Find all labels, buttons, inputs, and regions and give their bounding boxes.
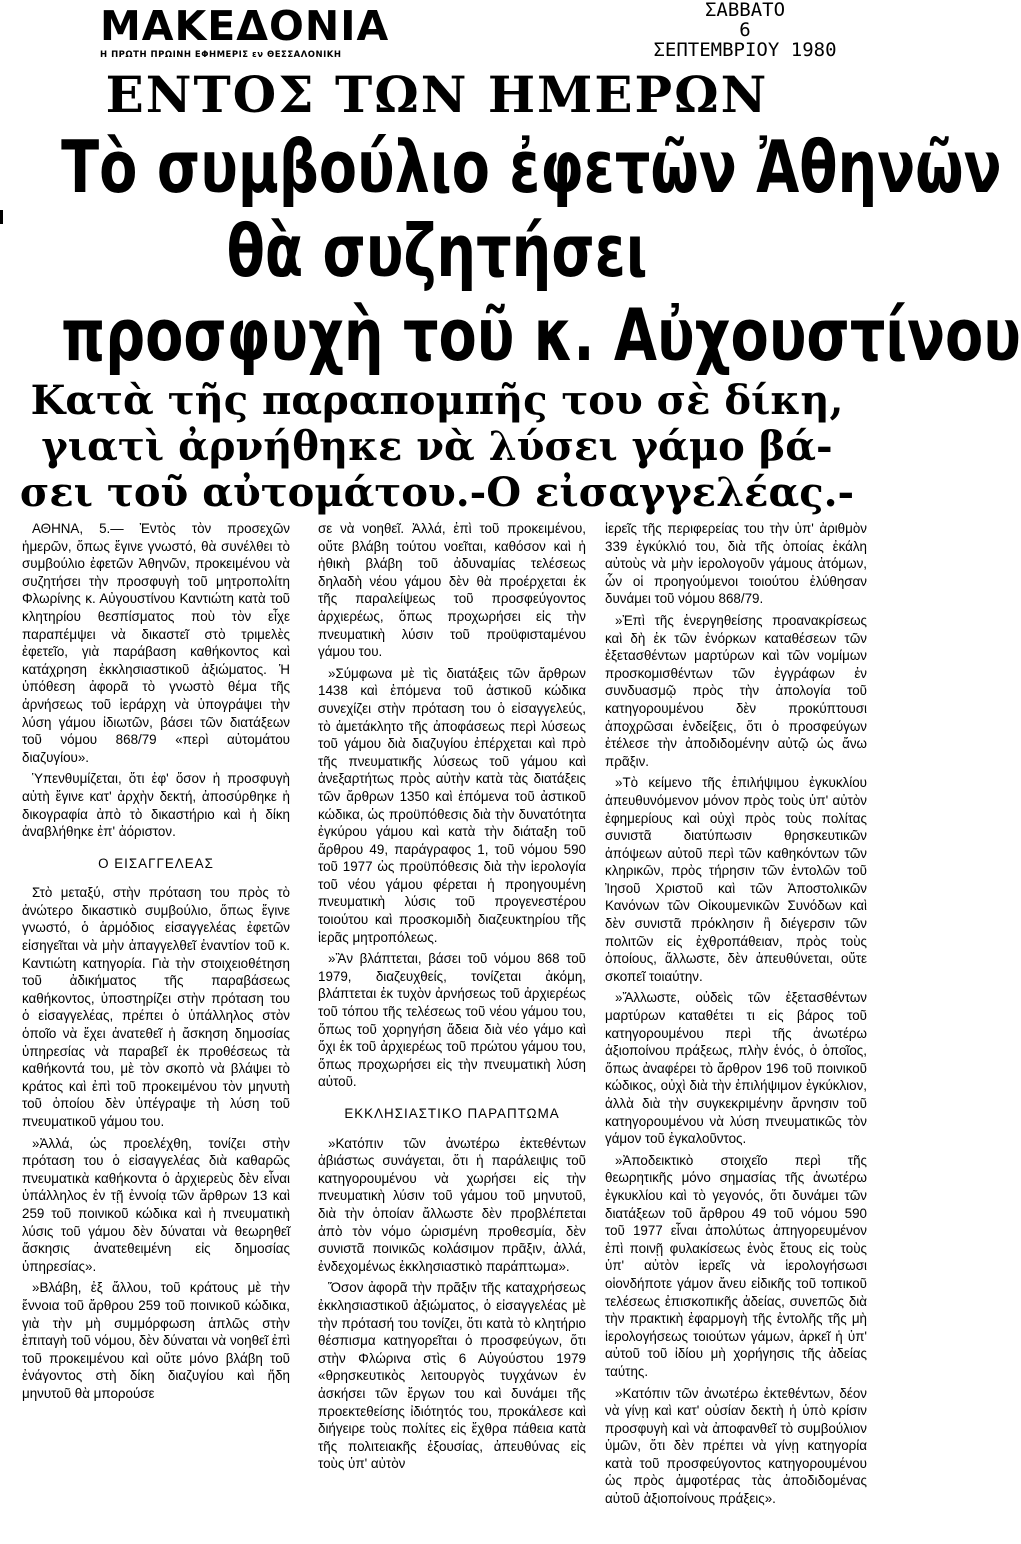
- paragraph: σε νὰ νοηθεῖ. Ἀλλά, ἐπὶ τοῦ προκειμένου, οὔτε βλάβη τούτου νοεῖται, καθόσον καὶ ἡ ἠθικὴ βλάβη τοῦ ἀδυναμίας τελέσεως δηλαδὴ νέου γάμου δὲν θὰ προέρχεται ἐκ τῆς παραλείψεως τοῦ προσφεύγοντος ἀρχιερέως, ὅπως προχωρήσει εἰς τὴν πνευματικὴ λύσιν τοῦ προϋφισταμένου γάμου του.: [318, 521, 586, 660]
- headline: [0, 125, 1021, 377]
- paragraph: »Ἀλλά, ὡς προελέχθη, τονίζει στὴν πρόταση του ὁ εἰσαγγελέας διὰ καθαρῶς πνευματικὰ καθήκοντα ὁ ἀρχιερεὺς δὲν εἶναι ὑπάλληλος ἐν τῇ ἐννοίᾳ τῶν ἄρθρων 13 καὶ 259 τοῦ ποινικοῦ κώδικα καὶ ἡ πνευματικὴ λύσις τοῦ γάμου δὲν δύναται νὰ θεωρηθεῖ ἄσκησις ἀνατεθειμένη εἰς δημοσίας ὑπηρεσίας».: [22, 1135, 290, 1274]
- subhead-line-1: Κατὰ τῆς παραπομπῆς του σὲ δίκη,: [30, 377, 844, 424]
- paragraph: ΑΘΗΝΑ, 5.— Ἐντὸς τὸν προσεχῶν ἡμερῶν, ὅπως ἔγινε γνωστό, θὰ συνέλθει τὸ συμβούλιο ἐφετῶν Ἀθηνῶν, προκειμένου νὰ συζητήσει τὴν προσφυγὴ τοῦ μητροπολίτη Φλωρίνης κ. Αὐγουστίνου Καντιώτη κατὰ τοῦ κλητηρίου θεσπίσματος ποὺ τὸν εἶχε παραπέμψει νὰ δικαστεῖ στὸ τριμελὲς ἐφετεῖο, γιὰ παράβαση καθήκοντος καὶ κατάχρηση ἐκκλησιαστικοῦ ἀξιώματος. Ἡ ὑπόθεση ἀφορᾶ τὸ γνωστὸ θέμα τῆς ἀρνήσεως τοῦ ἱεράρχη νὰ ὑπογράψει τὴν λύση γάμου ἰδιωτῶν, βάσει τῶν διατάξεων τοῦ νόμου 868/79 «περὶ αὐτομάτου διαζυγίου».: [22, 521, 290, 765]
- paragraph: »Ἀποδεικτικὸ στοιχεῖο περὶ τῆς θεωρητικῆς μόνο σημασίας τῆς ἀνωτέρω ἐγκυκλίου καὶ τὸ γεγονός, ὅτι δυνάμει τῶν διατάξεων τοῦ ἄρθρου 49 τοῦ νόμου 590 τοῦ 1977 εἶναι ἀπολύτως ἀπηγορευμένον ἐπὶ ποινῇ φυλακίσεως ἑνὸς ἔτους εἰς τοὺς ὑπ' αὐτὸν ἱερεῖς νὰ ἱερολογήσωσι οἱονδήποτε γάμον ἄνευ εἰδικῆς τοῦ τοπικοῦ τελέσεως ἐπισκοπικῆς ἀδείας, συνεπῶς διὰ τὴν πρακτικὴ ἐφαρμογὴ τῆς ἐντολῆς τῆς μὴ ἱερολογήσεως τοιούτων γάμων, ἀρκεῖ ἡ ὑπ' αὐτοῦ τοῦ ἰδίου μὴ χορήγησις τῆς ἀδείας ταύτης.: [605, 1152, 867, 1379]
- article-column-2: [318, 520, 586, 1477]
- date-day: ΣΑΒΒΑΤΟ: [704, 0, 786, 21]
- paragraph: »Κατόπιν τῶν ἀνωτέρω ἐκτεθέντων ἀβιάστως συνάγεται, ὅτι ἡ παράλειψις τοῦ κατηγορουμένου νὰ χωρήσει εἰς τὴν πνευματικὴ λύσιν τοῦ γάμου τοῦ μηνυτοῦ, διὰ τὴν ὁποίαν ἄλλωστε δὲν προβλέπεται ἀπὸ τὸν νόμο ὡρισμένη προθεσμία, δὲν συνιστᾶ ποινικῶς κολάσιμον πρᾶξιν, ἀλλά, ἐνδεχομένως ἐκκλησιαστικὸ παράπτωμα».: [318, 1135, 586, 1274]
- masthead: [100, 4, 400, 66]
- subheadline: [0, 378, 874, 516]
- paragraph: ἱερεῖς τῆς περιφερείας του τὴν ὑπ' ἀριθμὸν 339 ἐγκύκλιό του, διὰ τῆς ὁποίας ἐκάλη αὐτοὺς νὰ μὴν ἱερολογοῦν γάμους ἀτόμων, ὧν οἱ προηγούμενοι τοιούτου ἐλύθησαν δυνάμει τοῦ νόμου 868/79.: [605, 521, 867, 607]
- subhead-line-3: σει τοῦ αὐτομάτου.-Ο εἰσαγγελέας.-: [19, 469, 855, 516]
- date-number: 6: [739, 19, 751, 41]
- paragraph: Ὅσον ἀφορᾶ τὴν πρᾶξιν τῆς καταχρήσεως ἐκκλησιαστικοῦ ἀξιώματος, ὁ εἰσαγγελέας μὲ τὴν πρότασή του τονίζει, ὅτι κατὰ τὸ κλητήριο θέσπισμα κατηγορεῖται ὁ προσφεύγων, ὅτι στὴν Φλώρινα στὶς 6 Αὐγούστου 1979 «θρησκευτικὸς λειτουργὸς τυγχάνων ἐν ἀσκήσει τῶν ἔργων του καὶ δυνάμει τῆς προεκτεθείσης ἰδιότητός του, προκάλεσε καὶ διήγειρε τοὺς πολίτες εἰς ἔχθρα πάθεια κατὰ τῆς πολιτειακῆς ἐξουσίας, ἀπευθύνας εἰς τοὺς ὑπ' αὐτὸν: [318, 1280, 586, 1472]
- paragraph: »Ἄλλωστε, οὐδεὶς τῶν ἐξετασθέντων μαρτύρων καταθέτει τι εἰς βάρος τοῦ κατηγορουμένου περὶ τῆς ἀνωτέρω ἀξιοποίνου πράξεως, πλὴν ἑνός, ὁ ὁποῖος, ὅπως ἀναφέρει τὸ ἄρθρον 196 τοῦ ποινικοῦ κώδικος, οὐχὶ διὰ τὴν ἐπιλήψιμον ἐγκύκλιον, ἀλλὰ διὰ τὴν συγκεκριμένην ἄρνησιν τοῦ κατηγορουμένου νὰ λύση πνευματικῶς τὸν γάμον τοῦ ἐγκαλοῦντος.: [605, 990, 867, 1147]
- article-column-1: [22, 520, 290, 1407]
- kicker-title: ΕΝΤΟΣ ΤΩΝ ΗΜΕΡΩΝ: [105, 65, 769, 124]
- paragraph: Στὸ μεταξύ, στὴν πρόταση του πρὸς τὸ ἀνώτερο δικαστικὸ συμβούλιο, ὅπως ἔγινε γνωστό, ὁ ἁρμόδιος εἰσαγγελέας ἐφετῶν εἰσηγεῖται νὰ μὴν ἀπαγγελθεῖ ἐναντίον τοῦ κ. Καντιώτη κατηγορία. Γιὰ τὴν στοιχειοθέτηση τοῦ ἀδικήματος τῆς παραβάσεως καθήκοντος, ὑποστηρίζει στὴν πρόταση του ὁ εἰσαγγελέας, πρέπει ὁ ὑπάλληλος στὸν ὁποῖο νὰ ἔχει ἀνατεθεῖ ἡ ἄσκηση δημοσίας ὑπηρεσίας νὰ παραβεῖ ἐκ προθέσεως τὰ καθήκοντά του, μὲ τὸν σκοπὸ νὰ βλάψει τὸ κράτος καὶ ἐπὶ τοῦ προκειμένου τὸν μηνυτὴ τοῦ ὁποίου δὲν ὑπέγραψε τὴ λύση τοῦ πνευματικοῦ γάμου του.: [22, 885, 290, 1129]
- issue-date: [620, 0, 870, 60]
- headline-line-2: θὰ συζητήσει: [226, 209, 648, 293]
- section-heading: Ο ΕΙΣΑΓΓΕΛΕΑΣ: [98, 855, 214, 871]
- newspaper-logo: ΜΑΚΕΔΟΝΙΑ: [100, 2, 390, 50]
- paragraph: »Βλάβη, ἐξ ἄλλου, τοῦ κράτους μὲ τὴν ἔννοια τοῦ ἄρθρου 259 τοῦ ποινικοῦ κώδικα, γιὰ τὴν μὴ συμμόρφωση ἁπλῶς στὴν ἐπιταγὴ τοῦ νόμου, δὲν δύναται νὰ νοηθεῖ ἐπὶ τοῦ προκειμένου καὶ οὔτε μόνο βλάβη τοῦ ἐνάγοντος στὴ δίκη διαζυγίου καὶ ἤδη μηνυτοῦ θὰ μπορούσε: [22, 1280, 290, 1401]
- date-month-year: ΣΕΠΤΕΜΒΡΙΟΥ 1980: [653, 39, 837, 61]
- section-heading: ΕΚΚΛΗΣΙΑΣΤΙΚΟ ΠΑΡΑΠΤΩΜΑ: [344, 1106, 560, 1121]
- newspaper-tagline: Η ΠΡΩΤΗ ΠΡΩΙΝΗ ΕΦΗΜΕΡΙΣ εν ΘΕΣΣΑΛΟΝΙΚΗ: [100, 50, 342, 60]
- paragraph: »Κατόπιν τῶν ἀνωτέρω ἐκτεθέντων, δέον νὰ γίνῃ καὶ κατ' οὐσίαν δεκτὴ ἡ ὑπὸ κρίσιν προσφυγὴ καὶ νὰ ἀποφανθεῖ τὸ συμβούλιον ὑμῶν, ὅτι δὲν πρέπει νὰ γίνῃ κατηγορία κατὰ τοῦ προσφεύγοντος κατηγορουμένου ὡς πρὸς ἀμφοτέρας τὰς ἀποδιδομένας αὐτοῦ ἀξιοποίνους πράξεις».: [605, 1385, 867, 1507]
- paragraph: »Σύμφωνα μὲ τὶς διατάξεις τῶν ἄρθρων 1438 καὶ ἑπόμενα τοῦ ἀστικοῦ κώδικα συνεχίζει στὴν πρόταση του ὁ εἰσαγγελεύς, τὸ ἀμετάκλητο τῆς ἀποφάσεως περὶ λύσεως τοῦ γάμου διὰ διαζυγίου ἐπέρχεται καὶ πρὸ τῆς πνευματικῆς λύσεως τοῦ γάμου καὶ ἀνεξαρτήτως πρὸς αὐτὴν κατὰ τὰς διατάξεις τῶν ἄρθρων 1350 καὶ ἑπόμενα τοῦ ἀστικοῦ κώδικα, ὡς προϋπόθεσις διὰ τὴν δυνατότητα ἐγκύρου γάμου καὶ κατὰ τὴν διάταξη τοῦ ἄρθρου 49, παράγραφος 1, τοῦ νόμου 590 τοῦ 1977 ὡς προϋπόθεσις διὰ τὴν ἱερολογία τοῦ νέου γάμου φέρεται ἡ προηγουμένη πνευματικὴ λύσις τοῦ προγενεστέρου τοιούτου καὶ προσκομιδὴ διαζευκτηρίου τῆς ἱερᾶς μητροπόλεως.: [318, 665, 586, 945]
- headline-line-1: Τὸ συμβούλιο ἐφετῶν Ἀθηνῶν: [61, 125, 1002, 209]
- subhead-line-2: γιατὶ ἀρνήθηκε νὰ λύσει γάμο βά-: [41, 423, 833, 470]
- paragraph: Ὑπενθυμίζεται, ὅτι ἐφ' ὅσον ἡ προσφυγὴ αὐτὴ ἔγινε κατ' ἀρχὴν δεκτή, ἀποσύρθηκε ἡ δικογραφία ἀπὸ τὸ δικαστήριο καὶ ἡ δίκη ἀναβλήθηκε ἐπ' ἀόριστον.: [22, 771, 290, 840]
- article-column-3: [605, 520, 867, 1512]
- paragraph: »Ἐπὶ τῆς ἐνεργηθείσης προανακρίσεως καὶ δὴ ἐκ τῶν ἐνόρκων καταθέσεων τῶν ἐξετασθέντων μαρτύρων καὶ τῶν νομίμων προσκομισθέντων τῶν ἐγγράφων ἐν συνδυασμῷ πρὸς τὴν ἀπολογία τοῦ κατηγορουμένου δὲν προκύπτουσι ἀποχρῶσαι ἐνδείξεις, ὅτι ὁ προσφεύγων ἐτέλεσε τὴν ἀποδιδομένην αὐτῷ ὡς ἄνω πρᾶξιν.: [605, 612, 867, 769]
- paragraph: »Ἂν βλάπτεται, βάσει τοῦ νόμου 868 τοῦ 1979, διαζευχθείς, τονίζεται ἀκόμη, βλάπτεται ἐκ τυχὸν ἀρνήσεως τοῦ ἀρχιερέως τοῦ τόπου τῆς τελέσεως τοῦ νέου γάμου του, ὅπως τοῦ χορηγήση ἄδεια διὰ νέο γάμο καὶ ὄχι ἐκ τοῦ ἀρχιερέως τοῦ πρώτου γάμου του, ὅπως προχωρήσει εἰς τὴν πνευματικὴ λύση αὐτοῦ.: [318, 951, 586, 1090]
- paragraph: »Τὸ κείμενο τῆς ἐπιλήψιμου ἐγκυκλίου ἀπευθυνόμενον μόνον πρὸς τοὺς ὑπ' αὐτὸν ἐφημερίους καὶ οὐχὶ πρὸς τοὺς πολίτας συνιστᾶ διατύπωσιν θρησκευτικῶν ἀπόψεων αὐτοῦ περὶ τῶν καθηκόντων τῶν κληρικῶν, πρὸς τήρησιν τῶν ἐντολῶν τοῦ Ἰησοῦ Χριστοῦ καὶ τῶν Ἀποστολικῶν Κανόνων τῶν Οἰκουμενικῶν Συνόδων καὶ δὲν συνιστᾶ πρόκλησιν ἢ διέγερσιν τῶν πολιτῶν εἰς ἐχθροπάθειαν, πρὸς τοὺς ὁποίους, ἄλλωστε, δὲν ἀπευθύνεται, οὔτε σκοπεῖ τοιαύτην.: [605, 775, 867, 984]
- headline-line-3: προσφυχὴ τοῦ κ. Αὐχουστίνου: [61, 293, 1021, 377]
